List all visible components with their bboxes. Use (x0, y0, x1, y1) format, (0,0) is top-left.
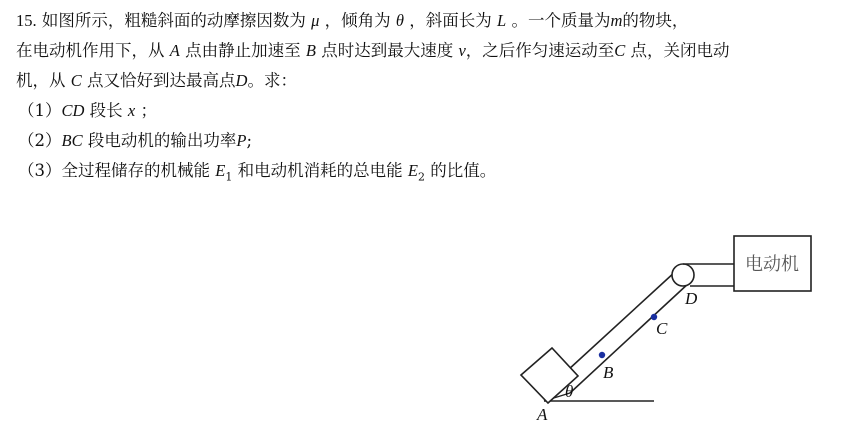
q2-text: 段电动机的输出功率 (87, 131, 237, 150)
symbol-v: v (458, 41, 466, 60)
symbol-D: D (235, 71, 248, 90)
symbol-m: m (610, 11, 623, 30)
q2-p: P (236, 131, 247, 150)
label-D: D (685, 289, 698, 308)
line2-d: ，之后作匀速运动至 (465, 41, 615, 60)
q3-text-c: 的比值。 (430, 161, 497, 180)
problem-intro-3: ，斜面长为 (409, 11, 492, 30)
line2-e: 点，关闭电动 (630, 41, 730, 60)
q3-text-b: 和电动机消耗的总电能 (237, 161, 403, 180)
pulley (672, 264, 694, 286)
problem-intro-1: 如图所示，粗糙斜面的动摩擦因数为 (41, 11, 306, 30)
q1-text: 段长 (89, 101, 123, 120)
symbol-theta: θ (395, 11, 405, 30)
label-theta: θ (565, 382, 574, 401)
q1-cd: CD (61, 101, 85, 120)
line2-c: 点时达到最大速度 (321, 41, 454, 60)
incline-lower-edge (570, 282, 690, 393)
q3-label: （3） (18, 161, 62, 180)
problem-intro-4: 。一个质量为 (511, 11, 611, 30)
q1-x: x (127, 101, 136, 120)
problem-number: 15. (16, 11, 37, 30)
line3-b: 点又恰好到达最高点 (87, 71, 236, 90)
q3-text-a: 全过程储存的机械能 (61, 161, 210, 180)
symbol-B: B (305, 41, 316, 60)
symbol-L: L (497, 11, 507, 30)
q2-bc: BC (61, 131, 83, 150)
symbol-C-2: C (70, 71, 82, 90)
problem-intro-5: 的物块， (622, 11, 689, 30)
q3-e2-sub: 2 (417, 170, 425, 184)
q2-label: （2） (18, 131, 62, 150)
line2-a: 在电动机作用下，从 (16, 41, 165, 60)
line2-b: 点由静止加速至 (185, 41, 301, 60)
label-C: C (656, 319, 668, 338)
q3-e2: E (407, 161, 418, 180)
q2-end: ; (246, 131, 252, 150)
q1-label: （1） (18, 101, 62, 120)
q1-end: ； (140, 101, 157, 120)
q3-e1: E (215, 161, 226, 180)
point-B-marker (599, 352, 605, 358)
line3-c: 。求： (247, 71, 297, 90)
line3-a: 机，从 (16, 71, 66, 90)
symbol-A: A (169, 41, 180, 60)
problem-intro-2: ，倾角为 (324, 11, 391, 30)
label-B: B (603, 363, 614, 382)
label-A: A (537, 405, 548, 424)
motor-label: 电动机 (745, 254, 799, 275)
symbol-C: C (614, 41, 626, 60)
q3-e1-sub: 1 (225, 170, 233, 184)
symbol-mu: μ (311, 11, 320, 30)
